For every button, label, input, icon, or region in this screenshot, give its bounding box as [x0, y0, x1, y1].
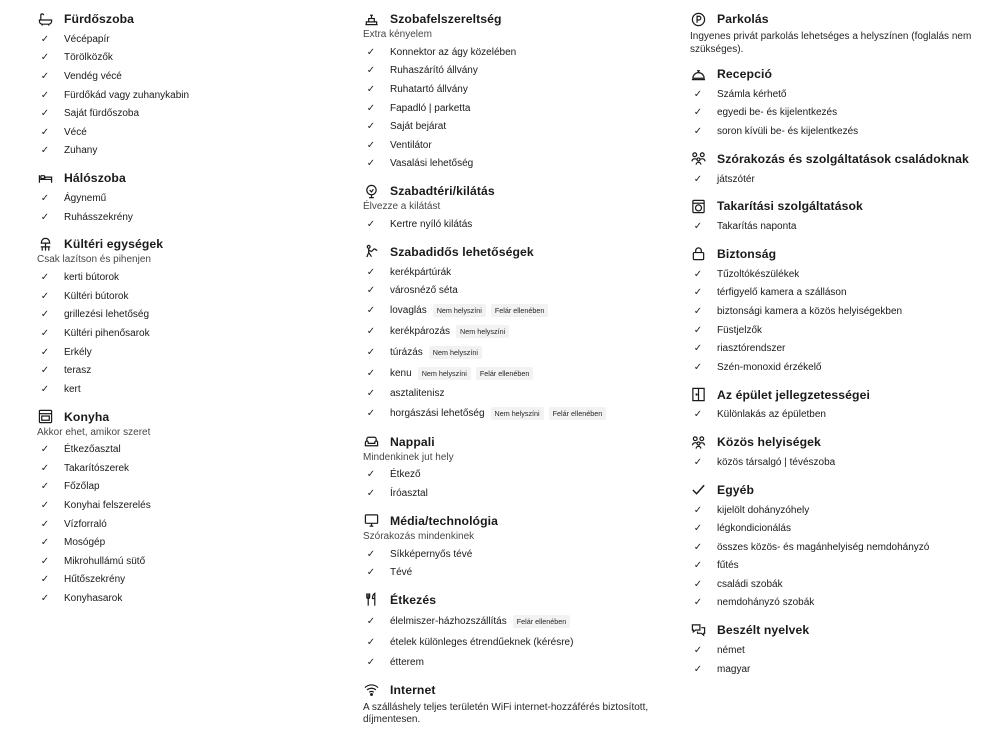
section-title: Kültéri egységek	[64, 237, 164, 252]
list-item: ✓ Füstjelzők	[690, 321, 990, 340]
section-media	[363, 512, 673, 582]
check-icon: ✓	[40, 272, 50, 284]
offsite-badge: Nem helyszíni	[433, 304, 486, 317]
list-item: ✓ Síkképernyős tévé	[363, 545, 673, 564]
check-icon: ✓	[366, 387, 376, 399]
section-title: Parkolás	[717, 12, 769, 26]
list-item: ✓ Zuhany	[37, 142, 337, 161]
section-common-areas	[690, 433, 990, 472]
check-icon: ✓	[366, 46, 376, 58]
check-icon: ✓	[693, 504, 703, 516]
list-item: ✓ kijelölt dohányzóhely	[690, 501, 990, 520]
list-item: ✓ Konyhai felszerelés	[37, 496, 337, 515]
list-item: ✓ Vécépapír	[37, 30, 337, 49]
check-icon: ✓	[693, 287, 703, 299]
list-item: ✓ nemdohányzó szobák	[690, 594, 990, 613]
check-icon: ✓	[693, 125, 703, 137]
check-icon: ✓	[40, 383, 50, 395]
check-icon: ✓	[40, 444, 50, 456]
check-icon: ✓	[693, 361, 703, 373]
section-room-amenities	[363, 10, 673, 173]
list-item: ✓ Kertre nyíló kilátás	[363, 215, 673, 234]
section-title: Az épület jellegzetességei	[717, 387, 870, 402]
list-item: ✓ Tűzoltókészülékek	[690, 265, 990, 284]
washing-machine-icon	[690, 198, 706, 214]
check-icon: ✓	[40, 70, 50, 82]
section-other	[690, 481, 990, 613]
check-icon: ✓	[366, 325, 376, 337]
check-icon: ✓	[40, 108, 50, 120]
offsite-badge: Nem helyszíni	[418, 367, 471, 380]
section-activities	[363, 243, 673, 424]
check-icon: ✓	[693, 107, 703, 119]
list-item: ✓ Ventilátor	[363, 136, 673, 155]
check-icon: ✓	[693, 597, 703, 609]
facilities-column-2	[363, 10, 673, 736]
section-title: Közös helyiségek	[717, 435, 821, 450]
check-icon: ✓	[366, 346, 376, 358]
section-title: Fürdőszoba	[64, 12, 135, 26]
check-icon: ✓	[366, 266, 376, 278]
list-item: ✓ kert	[37, 380, 337, 399]
check-icon: ✓	[366, 304, 376, 316]
section-subtitle: Élvezze a kilátást	[363, 201, 441, 213]
list-item: ✓ Erkély	[37, 343, 337, 362]
check-icon: ✓	[693, 523, 703, 535]
list-item: ✓ magyar	[690, 660, 990, 679]
list-item: ✓ étterem	[363, 653, 673, 672]
section-family	[690, 150, 990, 189]
check-icon: ✓	[40, 89, 50, 101]
fee-badge: Felár ellenében	[476, 367, 534, 380]
section-bedroom	[37, 169, 337, 226]
list-item: ✓ élelmiszer-házhozszállítás Felár ellenében	[363, 611, 673, 632]
list-item: ✓ kenu Nem helyszíni Felár ellenében	[363, 363, 673, 384]
check-icon: ✓	[40, 309, 50, 321]
list-item: ✓ túrázás Nem helyszíni	[363, 342, 673, 363]
section-title: Hálószoba	[64, 171, 126, 186]
check-icon: ✓	[693, 541, 703, 553]
list-item: ✓ Mikrohullámú sütő	[37, 552, 337, 571]
list-item: ✓ családi szobák	[690, 575, 990, 594]
section-dining	[363, 591, 673, 672]
list-item: ✓ horgászási lehetőség Nem helyszíni Felár ellenében	[363, 403, 673, 424]
check-icon: ✓	[366, 83, 376, 95]
list-item: ✓ Fapadló | parketta	[363, 99, 673, 118]
check-icon: ✓	[366, 469, 376, 481]
check-icon: ✓	[40, 290, 50, 302]
section-subtitle: Csak lazítson és pihenjen	[37, 254, 151, 266]
list-item: ✓ Számla kérhető	[690, 85, 990, 104]
list-item: ✓ soron kívüli be- és kijelentkezés	[690, 122, 990, 141]
facilities-column-3	[690, 10, 990, 687]
fee-badge: Felár ellenében	[491, 304, 549, 317]
check-icon: ✓	[40, 192, 50, 204]
check-icon: ✓	[40, 537, 50, 549]
section-title: Egyéb	[717, 482, 755, 497]
list-item: ✓ terasz	[37, 361, 337, 380]
list-item: ✓ Szén-monoxid érzékelő	[690, 358, 990, 377]
section-title: Szobafelszereltség	[390, 12, 502, 26]
sofa-icon	[363, 434, 379, 450]
section-title: Konyha	[64, 409, 110, 424]
check-icon: ✓	[366, 285, 376, 297]
list-item: ✓ Hűtőszekrény	[37, 571, 337, 590]
list-item: ✓ Saját fürdőszoba	[37, 104, 337, 123]
family-icon	[690, 151, 706, 167]
check-icon: ✓	[40, 462, 50, 474]
section-title: Szabadidős lehetőségek	[390, 244, 534, 259]
section-title: Média/technológia	[390, 513, 499, 528]
list-item: ✓ térfigyelő kamera a szálláson	[690, 284, 990, 303]
check-icon: ✓	[366, 139, 376, 151]
list-item: ✓ Vasalási lehetőség	[363, 155, 673, 174]
check-icon: ✓	[366, 102, 376, 114]
monitor-icon	[363, 513, 379, 529]
fee-badge: Felár ellenében	[513, 615, 571, 628]
room-amenities-icon	[363, 11, 379, 27]
list-item: ✓ riasztórendszer	[690, 339, 990, 358]
check-icon: ✓	[693, 221, 703, 233]
offsite-badge: Nem helyszíni	[456, 325, 509, 338]
check-icon: ✓	[40, 145, 50, 157]
check-icon: ✓	[366, 636, 376, 648]
list-item: ✓ Kültéri bútorok	[37, 287, 337, 306]
check-icon: ✓	[366, 218, 376, 230]
section-title: Beszélt nyelvek	[717, 623, 810, 638]
lock-icon	[690, 246, 706, 262]
outdoor-icon	[37, 236, 53, 252]
section-title: Internet	[390, 682, 436, 697]
check-icon: ✓	[693, 88, 703, 100]
list-item: ✓ Ágynemű	[37, 189, 337, 208]
section-subtitle: Extra kényelem	[363, 29, 432, 40]
view-icon	[363, 183, 379, 199]
list-item: ✓ Különlakás az épületben	[690, 406, 990, 425]
list-item: ✓ kerti bútorok	[37, 268, 337, 287]
check-icon: ✓	[40, 365, 50, 377]
list-item: ✓ Ruhatartó állvány	[363, 80, 673, 99]
list-item: ✓ városnéző séta	[363, 281, 673, 300]
section-title: Recepció	[717, 67, 772, 81]
check-icon: ✓	[693, 343, 703, 355]
list-item: ✓ Főzőlap	[37, 478, 337, 497]
check-icon: ✓	[40, 518, 50, 530]
section-title: Szórakozás és szolgáltatások családoknak	[717, 151, 969, 166]
check-icon: ✓	[693, 324, 703, 336]
list-item: ✓ játszótér	[690, 170, 990, 189]
bathtub-icon	[37, 11, 53, 27]
check-icon: ✓	[693, 305, 703, 317]
check-icon: ✓	[366, 65, 376, 77]
list-item: ✓ Kültéri pihenősarok	[37, 324, 337, 343]
list-item: ✓ kerékpározás Nem helyszíni	[363, 321, 673, 342]
check-icon: ✓	[40, 33, 50, 45]
section-cleaning	[690, 197, 990, 236]
list-item: ✓ összes közös- és magánhelyiség nemdohányzó	[690, 538, 990, 557]
check-icon: ✓	[40, 574, 50, 586]
cutlery-icon	[363, 592, 379, 608]
check-icon: ✓	[40, 126, 50, 138]
list-item: ✓ biztonsági kamera a közös helyiségekben	[690, 302, 990, 321]
check-icon: ✓	[366, 656, 376, 668]
section-kitchen	[37, 408, 337, 608]
section-title: Takarítási szolgáltatások	[717, 199, 863, 214]
check-icon: ✓	[693, 578, 703, 590]
check-icon: ✓	[693, 456, 703, 468]
section-outdoor	[37, 235, 337, 398]
kitchen-icon	[37, 409, 53, 425]
section-title: Biztonság	[717, 246, 777, 261]
list-item: ✓ Ruhásszekrény	[37, 208, 337, 227]
section-bathroom	[37, 10, 337, 160]
section-subtitle: Akkor ehet, amikor szeret	[37, 426, 151, 438]
list-item: ✓ Íróasztal	[363, 484, 673, 503]
section-security	[690, 245, 990, 377]
section-subtitle: Szórakozás mindenkinek	[363, 530, 475, 542]
section-description: Ingyenes privát parkolás lehetséges a helyszínen (foglalás nem szükséges).	[690, 31, 972, 55]
check-icon: ✓	[366, 407, 376, 419]
list-item: ✓ fűtés	[690, 557, 990, 576]
offsite-badge: Nem helyszíni	[429, 346, 482, 359]
check-icon: ✓	[40, 327, 50, 339]
check-icon: ✓	[366, 615, 376, 627]
check-icon: ✓	[366, 367, 376, 379]
building-door-icon	[690, 387, 706, 403]
check-icon: ✓	[40, 346, 50, 358]
list-item: ✓ Tévé	[363, 563, 673, 582]
section-reception	[690, 65, 990, 141]
activities-icon	[363, 244, 379, 260]
list-item: ✓ német	[690, 641, 990, 660]
check-icon: ✓	[40, 555, 50, 567]
check-icon: ✓	[693, 645, 703, 657]
bed-icon	[37, 170, 53, 186]
check-icon: ✓	[40, 211, 50, 223]
check-icon: ✓	[366, 487, 376, 499]
list-item: ✓ Mosógép	[37, 533, 337, 552]
list-item: ✓ légkondicionálás	[690, 519, 990, 538]
check-icon: ✓	[693, 560, 703, 572]
check-icon: ✓	[40, 593, 50, 605]
check-icon: ✓	[366, 567, 376, 579]
section-internet	[363, 681, 673, 727]
fee-badge: Felár ellenében	[549, 407, 607, 420]
check-icon: ✓	[693, 409, 703, 421]
section-building	[690, 386, 990, 425]
list-item: ✓ asztalitenisz	[363, 384, 673, 403]
parking-icon	[690, 11, 706, 27]
reception-bell-icon	[690, 66, 706, 82]
list-item: ✓ kerékpártúrák	[363, 263, 673, 282]
section-languages	[690, 621, 990, 678]
list-item: ✓ közös társalgó | tévészoba	[690, 453, 990, 472]
list-item: ✓ lovaglás Nem helyszíni Felár ellenében	[363, 300, 673, 321]
list-item: ✓ Vendég vécé	[37, 67, 337, 86]
section-subtitle: Mindenkinek jut hely	[363, 451, 454, 463]
list-item: ✓ Takarítószerek	[37, 459, 337, 478]
speech-bubbles-icon	[690, 622, 706, 638]
section-title: Szabadtéri/kilátás	[390, 184, 495, 199]
list-item: ✓ grillezési lehetőség	[37, 306, 337, 325]
check-icon	[690, 482, 706, 498]
section-living-room	[363, 433, 673, 503]
section-parking	[690, 10, 990, 56]
section-description: A szálláshely teljes területén WiFi internet-hozzáférés biztosított, díjmentesen.	[363, 701, 649, 725]
offsite-badge: Nem helyszíni	[491, 407, 544, 420]
list-item: ✓ egyedi be- és kijelentkezés	[690, 104, 990, 123]
list-item: ✓ Takarítás naponta	[690, 217, 990, 236]
section-title: Nappali	[390, 434, 435, 449]
check-icon: ✓	[693, 663, 703, 675]
list-item: ✓ Fürdőkád vagy zuhanykabin	[37, 86, 337, 105]
list-item: ✓ ételek különleges étrendűeknek (kérésre)	[363, 632, 673, 653]
wifi-icon	[363, 682, 379, 698]
list-item: ✓ Törölközők	[37, 49, 337, 68]
list-item: ✓ Étkezőasztal	[37, 441, 337, 460]
list-item: ✓ Saját bejárat	[363, 117, 673, 136]
list-item: ✓ Étkező	[363, 466, 673, 485]
list-item: ✓ Vízforraló	[37, 515, 337, 534]
list-item: ✓ Konnektor az ágy közelében	[363, 43, 673, 62]
check-icon: ✓	[366, 121, 376, 133]
facilities-column-1	[37, 10, 337, 617]
check-icon: ✓	[366, 158, 376, 170]
section-view	[363, 182, 673, 234]
check-icon: ✓	[693, 173, 703, 185]
check-icon: ✓	[693, 268, 703, 280]
list-item: ✓ Konyhasarok	[37, 589, 337, 608]
check-icon: ✓	[40, 52, 50, 64]
people-icon	[690, 434, 706, 450]
check-icon: ✓	[366, 548, 376, 560]
check-icon: ✓	[40, 481, 50, 493]
list-item: ✓ Vécé	[37, 123, 337, 142]
list-item: ✓ Ruhaszárító állvány	[363, 62, 673, 81]
section-title: Étkezés	[390, 592, 437, 607]
check-icon: ✓	[40, 500, 50, 512]
